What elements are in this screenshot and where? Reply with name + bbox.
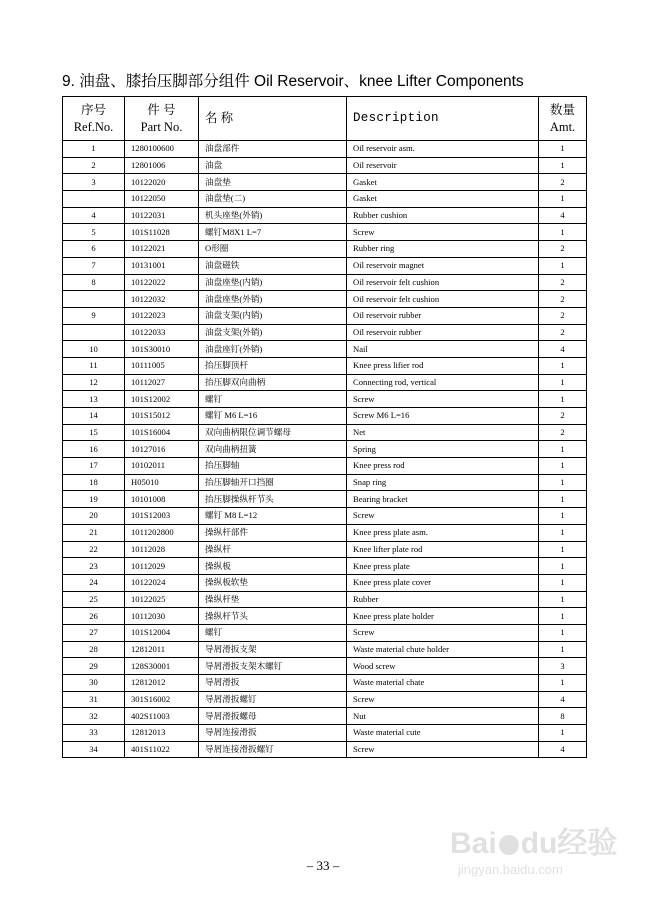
table-row [63,141,587,158]
ref-cell: 7 [63,257,125,274]
amount-cell: 1 [539,641,587,658]
table-header [63,97,587,141]
name-cell: 螺钉 M6 L=16 [199,408,347,425]
description-cell: Oil reservoir rubber [347,324,539,341]
table-row [63,624,587,641]
description-cell: Screw M6 L=16 [347,408,539,425]
part-no-cell: H05010 [125,474,199,491]
amount-cell: 1 [539,574,587,591]
amount-cell: 1 [539,458,587,475]
name-cell: O形圈 [199,241,347,258]
part-no-cell: 401S11022 [125,741,199,758]
description-cell: Rubber ring [347,241,539,258]
description-cell: Oil reservoir felt cushion [347,274,539,291]
name-cell: 抬压脚顶杆 [199,357,347,374]
amount-cell: 2 [539,274,587,291]
amount-cell: 1 [539,591,587,608]
table-row [63,441,587,458]
description-cell: Screw [347,224,539,241]
description-cell: Connecting rod, vertical [347,374,539,391]
watermark-url: jingyan.baidu.com [458,862,563,877]
part-no-cell: 101S30010 [125,341,199,358]
table-row [63,675,587,692]
watermark-logo-right: du [520,827,558,860]
amount-cell: 3 [539,658,587,675]
description-cell: Screw [347,691,539,708]
part-no-cell: 10122032 [125,291,199,308]
amount-cell: 1 [539,191,587,208]
amount-cell: 1 [539,524,587,541]
amount-cell: 8 [539,708,587,725]
ref-cell: 17 [63,458,125,475]
table-row [63,324,587,341]
table-row [63,491,587,508]
part-no-cell: 101S12004 [125,624,199,641]
table-row [63,458,587,475]
part-no-cell: 10122025 [125,591,199,608]
part-no-cell: 10112029 [125,558,199,575]
name-cell: 油盘支架(内销) [199,307,347,324]
description-cell: Screw [347,741,539,758]
part-no-cell: 101S12003 [125,508,199,525]
part-no-cell: 10122031 [125,207,199,224]
amount-cell: 1 [539,608,587,625]
amount-cell: 1 [539,374,587,391]
ref-cell: 11 [63,357,125,374]
amount-cell: 1 [539,357,587,374]
part-no-cell: 10122050 [125,191,199,208]
part-no-cell: 12812012 [125,675,199,692]
table-row [63,641,587,658]
description-cell: Oil reservoir magnet [347,257,539,274]
table-row [63,174,587,191]
name-cell: 机头座垫(外销) [199,207,347,224]
description-cell: Screw [347,624,539,641]
table-row [63,207,587,224]
name-cell: 导屑连接滑扳 [199,725,347,742]
part-no-cell: 10122023 [125,307,199,324]
table-row [63,257,587,274]
header-part-cn: 件 号 [147,102,176,117]
ref-cell: 34 [63,741,125,758]
ref-cell [63,191,125,208]
ref-cell: 25 [63,591,125,608]
part-no-cell: 101S12002 [125,391,199,408]
ref-cell: 24 [63,574,125,591]
table-row [63,691,587,708]
part-no-cell: 10131001 [125,257,199,274]
name-cell: 双向曲柄扭簧 [199,441,347,458]
ref-cell: 19 [63,491,125,508]
table-body [63,141,587,758]
name-cell: 油盘垫 [199,174,347,191]
amount-cell: 4 [539,207,587,224]
amount-cell: 1 [539,141,587,158]
table-row [63,508,587,525]
name-cell: 油盘座垫(内销) [199,274,347,291]
table-row [63,574,587,591]
amount-cell: 2 [539,408,587,425]
watermark-logo-left: Bai [450,827,497,860]
part-no-cell: 10112028 [125,541,199,558]
description-cell: Waste material cute [347,725,539,742]
name-cell: 抬压脚双向曲柄 [199,374,347,391]
ref-cell: 32 [63,708,125,725]
name-cell: 螺钉 [199,391,347,408]
ref-cell: 13 [63,391,125,408]
name-cell: 油盘 [199,157,347,174]
part-no-cell: 10122033 [125,324,199,341]
amount-cell: 1 [539,541,587,558]
part-no-cell: 12812013 [125,725,199,742]
ref-cell: 10 [63,341,125,358]
description-cell: Nail [347,341,539,358]
ref-cell: 6 [63,241,125,258]
name-cell: 操纵杆垫 [199,591,347,608]
header-ref-en: Ref.No. [73,119,114,134]
part-no-cell: 301S16002 [125,691,199,708]
ref-cell: 21 [63,524,125,541]
part-no-cell: 10122021 [125,241,199,258]
part-no-cell: 12812011 [125,641,199,658]
table-row [63,608,587,625]
table-row [63,307,587,324]
name-cell: 螺钉 M8 L=12 [199,508,347,525]
description-cell: Knee press plate asm. [347,524,539,541]
header-amt-en: Amt. [549,119,576,134]
description-cell: Oil reservoir asm. [347,141,539,158]
amount-cell: 2 [539,291,587,308]
description-cell: Screw [347,391,539,408]
name-cell: 导屑滑扳支架木螺钉 [199,658,347,675]
description-cell: Waste material chute holder [347,641,539,658]
name-cell: 导屑连接滑扳螺钉 [199,741,347,758]
page-title: 9. 油盘、膝抬压脚部分组件 Oil Reservoir、knee Lifter Components [62,73,524,90]
amount-cell: 1 [539,257,587,274]
amount-cell: 1 [539,391,587,408]
description-cell: Knee press plate [347,558,539,575]
name-cell: 双向曲柄限位调节螺母 [199,424,347,441]
ref-cell: 4 [63,207,125,224]
table-row [63,224,587,241]
name-cell: 抬压脚操纵杆节头 [199,491,347,508]
ref-cell [63,291,125,308]
amount-cell: 2 [539,424,587,441]
name-cell: 操纵杆 [199,541,347,558]
part-no-cell: 10122022 [125,274,199,291]
description-cell: Knee lifter plate rod [347,541,539,558]
paw-icon [499,835,519,855]
table-row [63,341,587,358]
name-cell: 导屑滑扳支架 [199,641,347,658]
table-row [63,558,587,575]
description-cell: Gasket [347,174,539,191]
ref-cell: 28 [63,641,125,658]
description-cell: Knee press rod [347,458,539,475]
table-row [63,591,587,608]
name-cell: 导屑滑扳 [199,675,347,692]
part-no-cell: 101S11028 [125,224,199,241]
ref-cell: 8 [63,274,125,291]
amount-cell: 1 [539,624,587,641]
ref-cell [63,324,125,341]
name-cell: 操纵板软垫 [199,574,347,591]
ref-cell: 3 [63,174,125,191]
ref-cell: 27 [63,624,125,641]
description-cell: Rubber [347,591,539,608]
amount-cell: 1 [539,491,587,508]
header-name: 名 称 [199,97,347,141]
ref-cell: 29 [63,658,125,675]
ref-cell: 18 [63,474,125,491]
description-cell: Waste material chate [347,675,539,692]
table-row [63,374,587,391]
table-row [63,191,587,208]
table-row [63,474,587,491]
amount-cell: 1 [539,157,587,174]
name-cell: 油盘座钉(外销) [199,341,347,358]
ref-cell: 16 [63,441,125,458]
description-cell: Knee press lifier rod [347,357,539,374]
table-row [63,725,587,742]
ref-cell: 30 [63,675,125,692]
ref-cell: 5 [63,224,125,241]
description-cell: Oil reservoir felt cushion [347,291,539,308]
description-cell: Nut [347,708,539,725]
amount-cell: 4 [539,741,587,758]
part-no-cell: 101S15012 [125,408,199,425]
part-no-cell: 10101008 [125,491,199,508]
ref-cell: 22 [63,541,125,558]
part-no-cell: 1280100600 [125,141,199,158]
name-cell: 导屑滑扳螺钉 [199,691,347,708]
ref-cell: 2 [63,157,125,174]
parts-table [62,96,587,758]
ref-cell: 15 [63,424,125,441]
description-cell: Knee press plate cover [347,574,539,591]
table-row [63,658,587,675]
part-no-cell: 10112030 [125,608,199,625]
ref-cell: 23 [63,558,125,575]
table-row [63,424,587,441]
description-cell: Oil reservoir [347,157,539,174]
description-cell: Gasket [347,191,539,208]
description-cell: Rubber cushion [347,207,539,224]
ref-cell: 12 [63,374,125,391]
baidu-jingyan-watermark [450,818,630,890]
watermark-logo [450,818,617,862]
part-no-cell: 1011202800 [125,524,199,541]
name-cell: 油盘磁铁 [199,257,347,274]
table-row [63,357,587,374]
amount-cell: 1 [539,558,587,575]
part-no-cell: 128S30001 [125,658,199,675]
table-row [63,541,587,558]
amount-cell: 2 [539,324,587,341]
table-row [63,391,587,408]
amount-cell: 1 [539,474,587,491]
name-cell: 油盘座垫(外销) [199,291,347,308]
page-number: – 33 – [306,858,340,873]
name-cell: 螺钉M8X1 L=7 [199,224,347,241]
name-cell: 操纵板 [199,558,347,575]
name-cell: 油盘部件 [199,141,347,158]
description-cell: Wood screw [347,658,539,675]
part-no-cell: 12801006 [125,157,199,174]
description-cell: Oil reservoir rubber [347,307,539,324]
header-ref [63,97,125,141]
name-cell: 操纵杆部件 [199,524,347,541]
name-cell: 操纵杆节头 [199,608,347,625]
watermark-logo-cn: 经验 [557,827,618,860]
table-row [63,241,587,258]
ref-cell: 9 [63,307,125,324]
header-part [125,97,199,141]
header-amt [539,97,587,141]
ref-cell: 26 [63,608,125,625]
table-row [63,274,587,291]
amount-cell: 1 [539,725,587,742]
ref-cell: 20 [63,508,125,525]
table-row [63,157,587,174]
description-cell: Screw [347,508,539,525]
table-row [63,408,587,425]
name-cell: 油盘支架(外销) [199,324,347,341]
amount-cell: 2 [539,307,587,324]
part-no-cell: 10122020 [125,174,199,191]
header-amt-cn: 数量 [549,102,575,117]
header-ref-cn: 序号 [80,102,106,117]
name-cell: 油盘垫(二) [199,191,347,208]
description-cell: Knee press plate holder [347,608,539,625]
table-row [63,524,587,541]
amount-cell: 4 [539,341,587,358]
part-no-cell: 101S16004 [125,424,199,441]
ref-cell: 31 [63,691,125,708]
description-cell: Net [347,424,539,441]
name-cell: 螺钉 [199,624,347,641]
header-description: Description [347,97,539,141]
part-no-cell: 10127016 [125,441,199,458]
amount-cell: 2 [539,174,587,191]
amount-cell: 1 [539,441,587,458]
part-no-cell: 10112027 [125,374,199,391]
part-no-cell: 10122024 [125,574,199,591]
name-cell: 抬压脚轴 [199,458,347,475]
table-row [63,291,587,308]
ref-cell: 1 [63,141,125,158]
ref-cell: 33 [63,725,125,742]
name-cell: 导屑滑扳螺母 [199,708,347,725]
ref-cell: 14 [63,408,125,425]
description-cell: Spring [347,441,539,458]
amount-cell: 2 [539,241,587,258]
description-cell: Snap ring [347,474,539,491]
description-cell: Bearing bracket [347,491,539,508]
part-no-cell: 402S11003 [125,708,199,725]
part-no-cell: 10102011 [125,458,199,475]
name-cell: 抬压脚轴开口挡圈 [199,474,347,491]
amount-cell: 1 [539,675,587,692]
table-row [63,708,587,725]
part-no-cell: 10111005 [125,357,199,374]
table-row [63,741,587,758]
amount-cell: 4 [539,691,587,708]
amount-cell: 1 [539,508,587,525]
header-part-en: Part No. [140,119,183,134]
amount-cell: 1 [539,224,587,241]
